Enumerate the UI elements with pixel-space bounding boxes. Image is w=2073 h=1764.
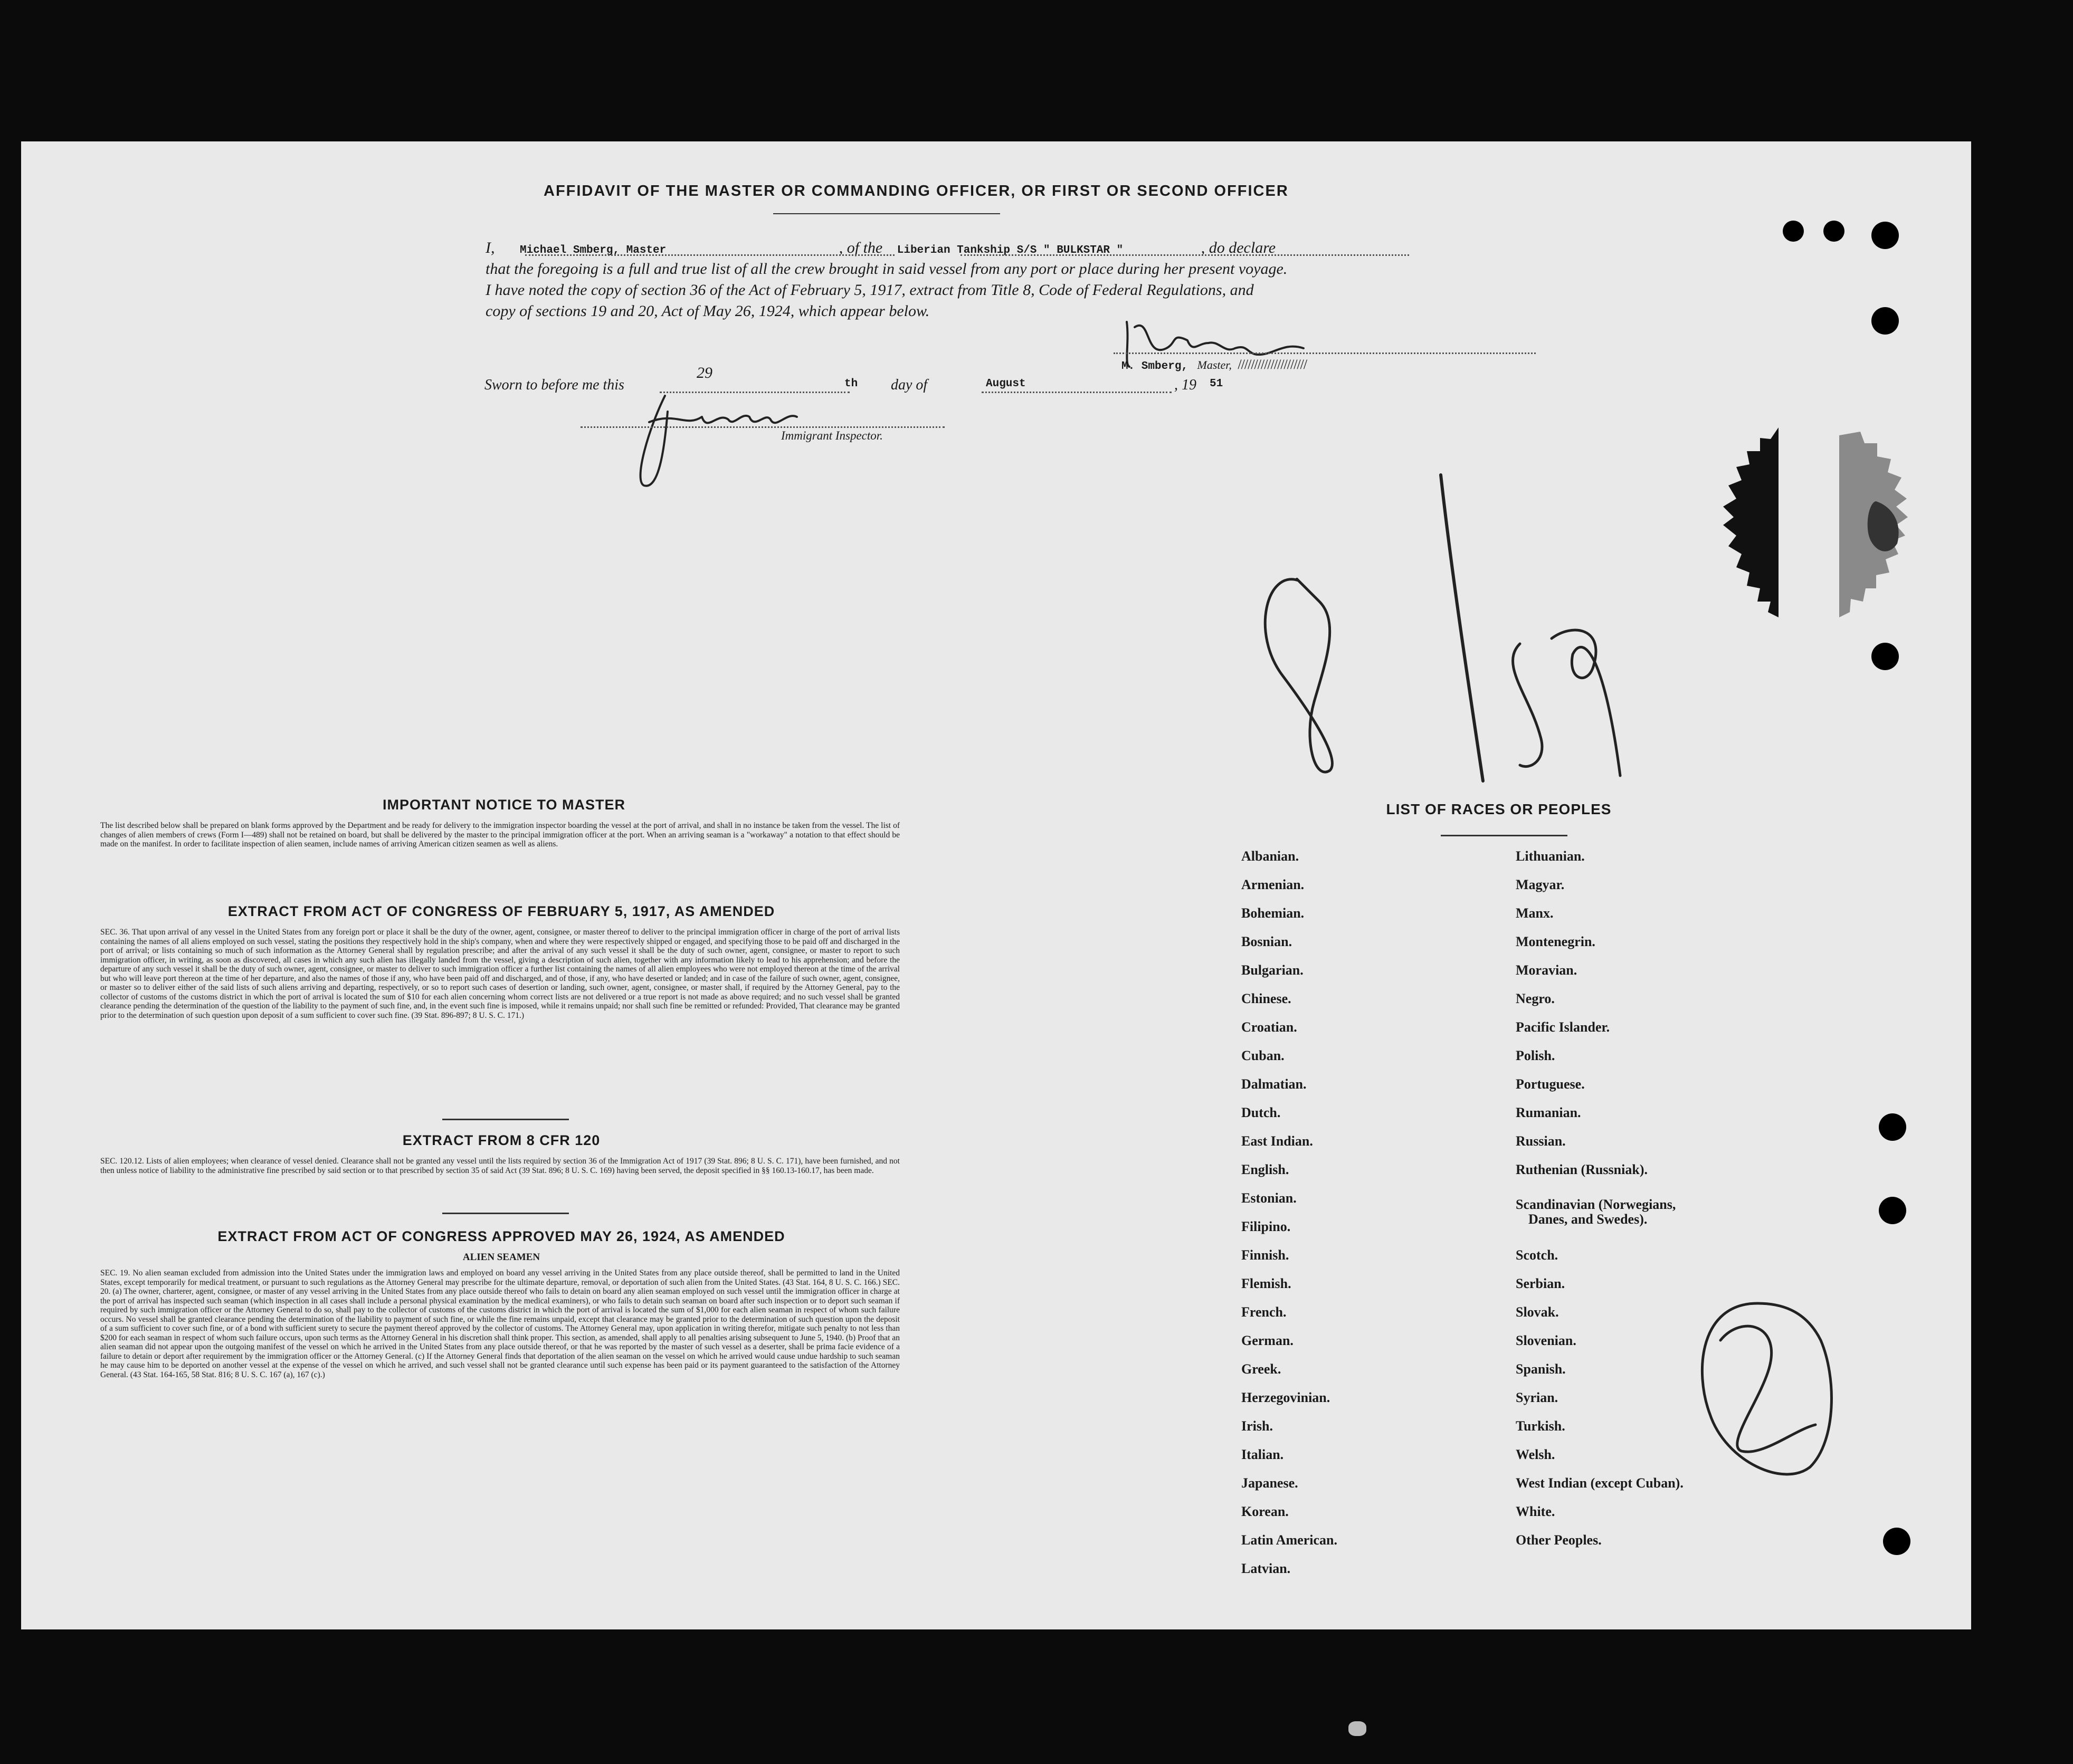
day-of-label: day of bbox=[891, 377, 928, 393]
do-declare-label: , do declare bbox=[1201, 239, 1276, 256]
extract-1924-subtitle: ALIEN SEAMEN bbox=[462, 1252, 540, 1263]
signer-block bbox=[1121, 357, 1307, 373]
affidavit-title: AFFIDAVIT OF THE MASTER OR COMMANDING OFFICER, OR FIRST OR SECOND OFFICER bbox=[544, 183, 1289, 199]
race-item: Slovenian. bbox=[1516, 1333, 1576, 1348]
race-item: Latin American. bbox=[1241, 1532, 1337, 1548]
punch-hole bbox=[1871, 643, 1899, 670]
race-item: Dalmatian. bbox=[1241, 1076, 1307, 1092]
punch-hole bbox=[1871, 222, 1899, 249]
title-rule bbox=[773, 213, 1000, 214]
race-item: Korean. bbox=[1241, 1504, 1289, 1519]
race-item: Pacific Islander. bbox=[1516, 1019, 1610, 1035]
vessel-line bbox=[961, 254, 1409, 256]
race-item: Montenegrin. bbox=[1516, 934, 1595, 949]
race-item: Russian. bbox=[1516, 1133, 1566, 1149]
race-item: Irish. bbox=[1241, 1418, 1273, 1434]
extract-1917-title: EXTRACT FROM ACT OF CONGRESS OF FEBRUARY 5, 1917, AS AMENDED bbox=[227, 903, 775, 919]
declaration-line-2: that the foregoing is a full and true list of all the crew brought in said vessel from any port or place during her present voyage. bbox=[486, 260, 1288, 278]
sworn-th: th bbox=[844, 378, 858, 390]
year-suffix: 51 bbox=[1210, 378, 1223, 390]
races-left-column bbox=[1241, 848, 1463, 1587]
races-right-column bbox=[1516, 848, 1811, 1548]
race-item: Dutch. bbox=[1241, 1105, 1281, 1120]
declaration-line-4: copy of sections 19 and 20, Act of May 26, 1924, which appear below. bbox=[486, 302, 930, 320]
race-item: Welsh. bbox=[1516, 1447, 1555, 1462]
race-item: English. bbox=[1241, 1162, 1289, 1177]
race-item: White. bbox=[1516, 1504, 1555, 1519]
race-item: Flemish. bbox=[1241, 1276, 1291, 1291]
race-item: Magyar. bbox=[1516, 877, 1565, 892]
race-item: Cuban. bbox=[1241, 1048, 1285, 1063]
race-item: Rumanian. bbox=[1516, 1105, 1581, 1120]
race-item: East Indian. bbox=[1241, 1133, 1313, 1149]
race-item: Latvian. bbox=[1241, 1561, 1291, 1576]
race-item: Negro. bbox=[1516, 991, 1555, 1006]
race-item: German. bbox=[1241, 1333, 1294, 1348]
race-item: Croatian. bbox=[1241, 1019, 1297, 1035]
inspector-line bbox=[581, 426, 945, 428]
race-item: Japanese. bbox=[1241, 1475, 1298, 1491]
vessel-name: Liberian Tankship S/S " BULKSTAR " bbox=[897, 244, 1124, 256]
race-item: Filipino. bbox=[1241, 1219, 1291, 1234]
extract-1924-title: EXTRACT FROM ACT OF CONGRESS APPROVED MAY 26, 1924, AS AMENDED bbox=[217, 1228, 785, 1244]
sworn-day: 29 bbox=[697, 364, 712, 382]
section-rule bbox=[442, 1213, 569, 1214]
race-item: Bohemian. bbox=[1241, 905, 1305, 921]
signature-line bbox=[1114, 352, 1536, 354]
race-item: Slovak. bbox=[1516, 1304, 1559, 1320]
notice-title: IMPORTANT NOTICE TO MASTER bbox=[383, 797, 625, 813]
race-item: Turkish. bbox=[1516, 1418, 1565, 1434]
race-item: Chinese. bbox=[1241, 991, 1291, 1006]
race-item: Polish. bbox=[1516, 1048, 1555, 1063]
race-item: Serbian. bbox=[1516, 1276, 1565, 1291]
inspector-signature bbox=[628, 380, 807, 496]
of-the-label: , of the bbox=[839, 239, 883, 256]
race-item: Scandinavian (Norwegians, bbox=[1516, 1197, 1676, 1212]
extract-1924-body: SEC. 19. No alien seaman excluded from admission into the United States under the immigration laws and employed on board any vessel arriving in the United States from any place outside thereof, shall be permitted to land in the United States, except temporarily for medical treatment, or pursuant to such regulations as the Attorney General may prescribe for the ultimate departure, removal, or deportation of such alien from the United States. (43 Stat. 164, 8 U. S. C. 166.) SEC. 20. (a) The owner, charterer, agent, consignee, or master of any vessel arriving in the United States from any place outside thereof who fails to detain on board any alien seaman employed on such vessel until the immigration officer in charge at the port of arrival has inspected such seaman (which inspection in all cases shall include a personal physical examination by the medical examiners), or who fails to detain such seaman on board after such inspection or to deport such seaman if required by such immigration officer or the Attorney General to do so, shall pay to the collector of customs of the customs district in which the port of arrival is located the sum of $1,000 for each alien seaman in respect of whom such failure occurs. No vessel shall be granted clearance pending the determination of the liability to payment of such fine, or while the fine remains unpaid, except that clearance may be granted prior to the determination of such question upon the deposit of a sum sufficient to cover such fine, or of a bond with sufficient surety to secure the payment thereof approved by the collector of customs. The Attorney General may, upon application in writing therefor, mitigate such penalty to not less than $200 for each seaman in respect of whom such failure occurs, upon such terms as the Attorney General in his discretion shall think proper. This section, as amended, shall apply to all penalties arising subsequent to June 5, 1940. (b) Proof that an alien seaman did not appear upon the outgoing manifest of the vessel on which he arrived in the United States from any place outside thereof, or that he was reported by the master of such vessel as a deserter, shall be prima facie evidence of a failure to detain or deport after requirement by the immigration officer or the Attorney General. (c) If the Attorney General finds that deportation of the alien seaman on the vessel on which he arrived would cause undue hardship to such seaman he may cause him to be deported on another vessel at the expense of the vessel on which he arrived, and such vessel shall not be granted clearance until such expense has been paid or its payment guaranteed to the satisfaction of the Attorney General. (43 Stat. 164-165, 58 Stat. 816; 8 U. S. C. 167 (a), 167 (c).) bbox=[100, 1269, 900, 1379]
race-item: Manx. bbox=[1516, 905, 1554, 921]
race-item: Finnish. bbox=[1241, 1247, 1289, 1263]
year-prefix: , 19 bbox=[1174, 377, 1196, 393]
declaration-line-1 bbox=[486, 237, 1541, 261]
inspector-label: Immigrant Inspector. bbox=[781, 429, 883, 442]
race-item: Estonian. bbox=[1241, 1190, 1297, 1206]
races-rule bbox=[1441, 835, 1567, 836]
punch-hole bbox=[1879, 1113, 1906, 1141]
sworn-month: August bbox=[986, 378, 1026, 390]
races-title: LIST OF RACES OR PEOPLES bbox=[1386, 801, 1612, 817]
race-item: French. bbox=[1241, 1304, 1287, 1320]
race-item: Syrian. bbox=[1516, 1390, 1558, 1405]
handwritten-date-mark bbox=[1235, 464, 1668, 802]
race-item: Italian. bbox=[1241, 1447, 1284, 1462]
declaration-i: I, bbox=[486, 239, 495, 256]
signer-title: Master, bbox=[1197, 358, 1232, 371]
race-item: Bulgarian. bbox=[1241, 962, 1304, 978]
punch-hole bbox=[1823, 221, 1844, 242]
extract-cfr-body: SEC. 120.12. Lists of alien employees; when clearance of vessel denied. Clearance shall not be granted any vessel until the lists required by section 36 of the Immigration Act of 1917 (39 Stat. 896; 8 U. S. C. 171), have been furnished, and not then unless notice of liability to the administrative fine prescribed by said section or to that prescribed by section 35 of said Act (39 Stat. 896; 8 U. S. C. 169) having been served, the deposit specified in §§ 160.13-160.17, has been made. bbox=[100, 1157, 900, 1175]
signer-name: M. Smberg, bbox=[1121, 360, 1188, 373]
race-item: Danes, and Swedes). bbox=[1528, 1212, 1648, 1227]
declaration-line-3: I have noted the copy of section 36 of the Act of February 5, 1917, extract from Title 8, Code of Federal Regulations, and bbox=[486, 281, 1254, 299]
punch-hole bbox=[1783, 221, 1804, 242]
punch-hole bbox=[1883, 1528, 1910, 1555]
race-item: Armenian. bbox=[1241, 877, 1305, 892]
race-item: Spanish. bbox=[1516, 1361, 1566, 1377]
seal-right bbox=[1839, 427, 1918, 623]
name-line bbox=[525, 254, 895, 256]
extract-1917-body: SEC. 36. That upon arrival of any vessel in the United States from any foreign port or place it shall be the duty of the owner, agent, consignee, or master thereof to deliver to the principal immigration officer in charge of the port of arrival lists containing the names of all aliens employed on such vessel, stating the positions they respectively hold in the ship's company, when and where they were respectively shipped or engaged, and specifying those to be paid off and discharged in the port of arrival; or lists containing so much of such information as the Attorney General shall by regulation prescribe; and after the arrival of any such vessel it shall be the duty of such owner, agent, consignee, or master to report to such immigration officer, in writing, as soon as discovered, all cases in which any such alien has illegally landed from the vessel, giving a description of such alien, together with any information likely to lead to his apprehension; and before the departure of any such vessel it shall be the duty of such owner, agent, consignee, or master to deliver to such immigration officer a further list containing the names of all alien employees who were not employed thereon at the time of the arrival but who will leave port thereon at the time of her departure, and also the names of those if any, who have been paid off and discharged, and of those, if any, who have deserted or landed; and in case of the failure of such owner, agent, consignee, or master so to deliver either of the said lists of such aliens arriving and departing, respectively, or so to report such cases of desertion or landing, such owner, agent, consignee, or master shall, if required by the Attorney General, pay to the collector of customs of the customs district in which the port of arrival is located the sum of $10 for each alien concerning whom correct lists are not delivered or a true report is not made as above required; and no such vessel shall be granted clearance pending the determination of the question of the liability to the payment of such fine, and, in the event such fine is imposed, while it remains unpaid; nor shall such fine be remitted or refunded: Provided, That clearance may be granted prior to the determination of such question upon deposit of a sum sufficient to cover such fine. (39 Stat. 896-897; 8 U. S. C. 171.) bbox=[100, 928, 900, 1020]
race-item: Herzegovinian. bbox=[1241, 1390, 1330, 1405]
struck-out-text: ///////////////////// bbox=[1238, 357, 1307, 372]
race-item: Scotch. bbox=[1516, 1247, 1558, 1263]
section-rule bbox=[442, 1119, 569, 1120]
race-item: Lithuanian. bbox=[1516, 848, 1585, 864]
extract-cfr-title: EXTRACT FROM 8 CFR 120 bbox=[402, 1132, 601, 1148]
seal-left bbox=[1699, 427, 1784, 617]
month-line bbox=[982, 392, 1172, 393]
race-item: Ruthenian (Russniak). bbox=[1516, 1162, 1648, 1177]
punch-hole bbox=[1879, 1197, 1906, 1224]
race-item: Greek. bbox=[1241, 1361, 1281, 1377]
notice-body: The list described below shall be prepared on blank forms approved by the Department and be ready for delivery to the immigration inspector boarding the vessel at the port of arrival, and shall in no instance be taken from the vessel. The list of changes of alien members of crews (Form I—489) shall not be retained on board, but shall be delivered by the master to the principal immigration officer at the port. When an arriving seaman is a "workaway" a notation to that effect should be made on the manifest. In order to facilitate inspection of alien seamen, include names of arriving American citizen seamen as well as aliens. bbox=[100, 821, 900, 848]
race-item: Bosnian. bbox=[1241, 934, 1292, 949]
paper-speck bbox=[1348, 1721, 1366, 1736]
sworn-text: Sworn to before me this bbox=[484, 377, 624, 393]
master-name: Michael Smberg, Master bbox=[520, 244, 667, 256]
punch-hole bbox=[1871, 307, 1899, 335]
race-item: Albanian. bbox=[1241, 848, 1299, 864]
race-item: Portuguese. bbox=[1516, 1076, 1585, 1092]
race-item: Moravian. bbox=[1516, 962, 1577, 978]
race-item: West Indian (except Cuban). bbox=[1516, 1475, 1684, 1491]
race-item: Other Peoples. bbox=[1516, 1532, 1602, 1548]
